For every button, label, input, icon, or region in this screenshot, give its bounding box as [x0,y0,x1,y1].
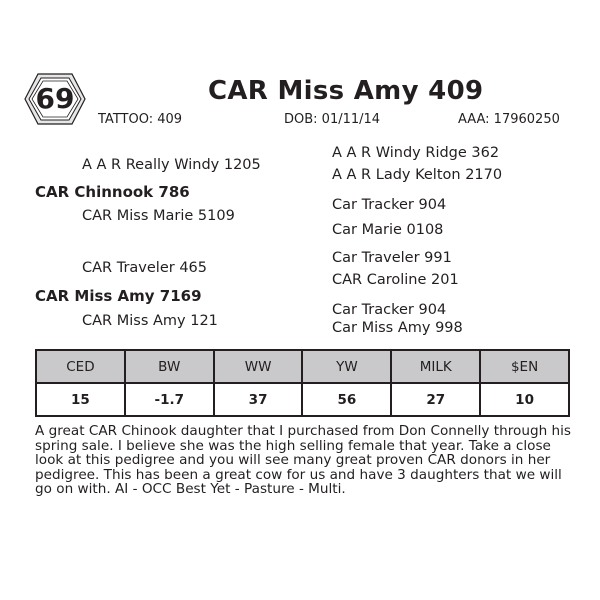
epd-value-bw: -1.7 [125,383,214,416]
epd-value-ced: 15 [36,383,125,416]
pedigree-sire-dam: CAR Miss Marie 5109 [82,208,235,224]
pedigree-sire-dam-dam: Car Marie 0108 [332,222,444,238]
lot-number: 69 [35,82,75,115]
pedigree-dam-dam: CAR Miss Amy 121 [82,313,218,329]
tattoo-label: TATTOO: 409 [98,112,183,127]
pedigree-dam-sire-dam: CAR Caroline 201 [332,272,459,288]
epd-value-ww: 37 [214,383,303,416]
epd-header-ww: WW [214,350,303,383]
pedigree-dam-dam-sire: Car Tracker 904 [332,302,447,318]
dob-label: DOB: 01/11/14 [284,112,381,127]
epd-value-en: 10 [480,383,569,416]
pedigree-dam-sire-sire: Car Traveler 991 [332,250,452,266]
pedigree-dam: CAR Miss Amy 7169 [35,287,202,305]
epd-value-yw: 56 [302,383,391,416]
epd-value-milk: 27 [391,383,480,416]
epd-header-row [36,350,569,383]
epd-header-yw: YW [302,350,391,383]
lot-badge [22,70,88,128]
epd-header-bw: BW [125,350,214,383]
epd-header-milk: MILK [391,350,480,383]
epd-table [35,349,570,417]
pedigree-sire-sire-sire: A A R Windy Ridge 362 [332,145,500,161]
pedigree-sire-sire-dam: A A R Lady Kelton 2170 [332,167,503,183]
pedigree-sire-sire: A A R Really Windy 1205 [82,157,261,173]
pedigree-dam-sire: CAR Traveler 465 [82,260,207,276]
lot-description: A great CAR Chinook daughter that I purchased from Don Connelly through his spring sale. I believe she was the high selling female that year. Take a close look at this pedigree and you will see many great proven CAR donors in her pedigree. This has been a great cow for us and have 3 daughters that we will go on with. AI - OCC Best Yet - Pasture - Multi. [35,423,572,497]
pedigree-sire: CAR Chinnook 786 [35,183,190,201]
epd-value-row [36,383,569,416]
pedigree-dam-dam-dam: Car Miss Amy 998 [332,320,463,336]
epd-header-ced: CED [36,350,125,383]
registration-label: AAA: 17960250 [458,112,560,127]
animal-name: CAR Miss Amy 409 [208,76,484,106]
epd-header-en: $EN [480,350,569,383]
pedigree-sire-dam-sire: Car Tracker 904 [332,197,447,213]
